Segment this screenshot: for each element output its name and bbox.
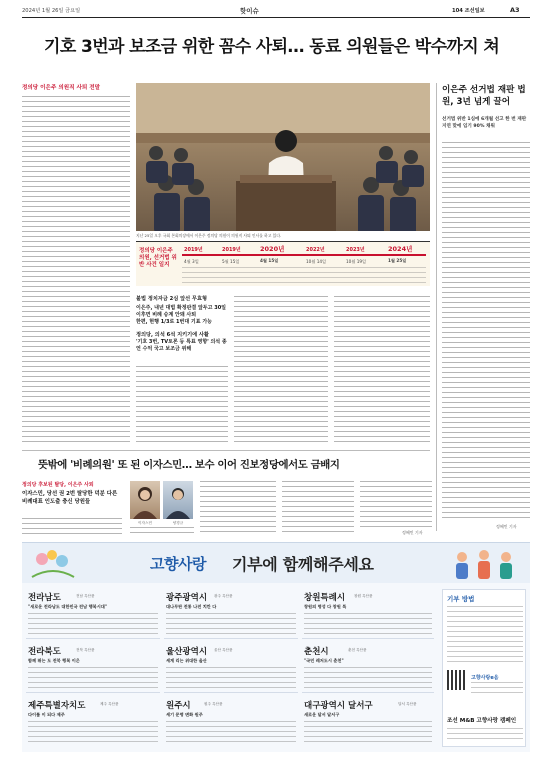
region-name: 원주시 [166,701,191,711]
article2-body-col4 [282,481,354,535]
region-tagline: 새로운 달서 달서구 [304,712,340,717]
region-sub: 광주 특산품 [214,594,233,598]
region-tagline: 창원의 명성 다 창원 특 [304,604,347,609]
region-details [28,613,158,635]
timeline-item: 2019년 5월 15일 [222,247,241,264]
region-name: 전라북도 [28,647,61,657]
ad-side-footer: 조선 M&B 고향사랑 캠페인 [447,718,517,724]
region-name: 제주특별자치도 [28,701,86,711]
region-sub: 창원 특산품 [354,594,373,598]
region-sub: 원주 특산품 [204,702,223,706]
flower-icon [28,547,78,581]
sidebar-divider [436,83,437,531]
region-sub: 전남 특산품 [76,594,95,598]
article1-body-col3 [234,296,328,444]
region-name: 광주광역시 [166,593,208,603]
subhead: '기호 3번, TV토론 등 특표 영향' 의석 종언 수억 국고 보조금 위해 [136,339,227,352]
article1-body-col4 [334,296,430,444]
region-name: 창원특례시 [304,593,346,603]
region-tagline: "새로운 전라남도 대한민국 전남 행복시대" [28,604,107,609]
section-divider [22,450,430,451]
timeline-item: 2019년 4월 3일 [184,247,203,264]
article2-body-col2 [130,527,194,535]
header-rule [22,17,530,18]
article1-body-col2 [136,366,228,444]
article1-body-col1 [22,96,130,444]
news-photo [136,83,430,231]
region-details [166,721,296,743]
sidebar-body [442,142,530,522]
timeline-item: 2024년 1월 25일 [388,245,413,263]
region-card[interactable] [26,643,160,693]
region-sub: 울산 특산품 [214,648,233,652]
person-icon [130,481,160,519]
portrait-left-caption: 이자스민 [138,521,152,525]
subhead: 한편, 현행 1/3로 1번대 기표 가능 [136,319,212,325]
photo-caption: 지난 25일 오후 국회 본회의장에서 이은주 정의당 의원이 의원직 사퇴 인사를 하고 있다. [136,233,282,238]
region-card[interactable] [164,697,298,747]
region-details [304,667,432,689]
region-tagline: 다이를 이 되다 제주 [28,712,65,717]
region-card[interactable] [302,697,434,747]
article1-kicker: 정의당 이은주 의원직 사퇴 전말 [22,85,101,91]
page-header [22,5,530,15]
header-paper: 104 조선일보 [452,8,485,14]
timeline-details [182,267,426,284]
region-name: 대구광역시 달서구 [304,701,373,711]
timeline-box [136,241,430,286]
region-details [304,613,432,635]
ad-banner [22,542,530,752]
portrait-right [163,481,193,519]
sidebar-byline: 정혜민 기자 [496,524,517,529]
article2-body-col3 [200,481,276,535]
subhead: 정의당, 의석 6석 지키기에 사활 [136,332,209,338]
article2-lead: 이자스민, 당선 권 2번 탈당한 덕분 다른 비례대표 인도출 충신 당원들 [22,491,118,505]
region-tagline: 세기 문명 변화 원주 [166,712,203,717]
region-sub: 제주 특산품 [100,702,119,706]
article2-kicker: 정의당 후보된 탈당, 이은주 사퇴 [22,482,94,488]
region-details [166,613,296,635]
timeline-item: 2020년 4월 15일 [260,245,285,263]
region-tagline: 함께 뛰는 도 전북 행복 이은 [28,658,80,663]
sidebar-sub: 선거법 위반 1심에 6개월 선고 한 번 재판 지연 맞에 임기 90% 채워 [442,117,527,129]
person-icon [163,481,193,519]
ad-side-details [447,606,523,664]
region-card[interactable] [26,697,160,747]
region-sub: 춘천 특산품 [348,648,367,652]
ad-side-details-2 [471,682,523,694]
region-details [28,667,158,689]
header-page: A3 [510,6,520,14]
header-section: 핫이슈 [240,7,259,15]
ad-side-footer-details [447,728,523,742]
ad-side-panel [442,589,526,747]
region-name: 춘천시 [304,647,329,657]
region-card[interactable] [26,589,160,639]
region-card[interactable] [302,589,434,639]
timeline-title: 정의당 이은주 의원, 선거법 위반 사건 일지 [139,248,177,268]
portrait-left [130,481,160,519]
region-details [28,721,158,743]
article2-byline: 정혜민 기자 [402,530,423,535]
main-headline: 기호 3번과 보조금 위한 꼼수 사퇴… 동료 의원들은 박수까지 쳐 [44,37,500,57]
ad-title: 기부에 함께해주세요 [232,555,374,574]
ad-region-grid [26,589,434,749]
region-tagline: 대나무판 전통 나전 치칸 다 [166,604,217,609]
region-tagline: 세계 리는 위대한 울산 [166,658,207,663]
region-details [304,721,432,743]
ad-side-title: 기부 방법 [447,595,475,603]
timeline-item: 2023년 10월 19일 [346,247,367,264]
sidebar-title: 이은주 선거법 재판 법원, 3년 넘게 끌어 [442,85,526,107]
timeline-item: 2022년 10월 14일 [306,247,327,264]
region-tagline: "국민 레저도시 춘천" [304,658,344,663]
header-date: 2024년 1월 26일 금요일 [22,8,81,14]
article2-body-col5 [360,481,432,529]
portrait-right-caption: 양경규 [172,521,184,525]
region-name: 울산광역시 [166,647,208,657]
qr-code-icon[interactable] [447,670,467,690]
article2-headline: 뜻밖에 '비례의원' 또 된 이자스민… 보수 이어 진보정당에서도 금배지 [38,459,340,471]
region-card[interactable] [164,643,298,693]
region-details [166,667,296,689]
subhead: 이은주, 내년 대법 확정판결 앞두고 30일 이후면 비례 승계 안돼 사퇴 [136,305,227,318]
region-sub: 전북 특산품 [76,648,95,652]
people-icon [442,547,526,581]
region-sub: 달서 특산품 [398,702,417,706]
region-card[interactable] [164,589,298,639]
ad-side-logo: 고향사랑e음 [471,675,499,681]
ad-logo: 고향사랑 [150,555,206,573]
region-name: 전라남도 [28,593,61,603]
article2-body-col1 [22,518,122,534]
subhead: 불법 정치자금 2심 앞선 무효형 [136,296,207,302]
article1-subheads [136,296,228,353]
assembly-photo-graphic [136,83,430,231]
region-card[interactable] [302,643,434,693]
